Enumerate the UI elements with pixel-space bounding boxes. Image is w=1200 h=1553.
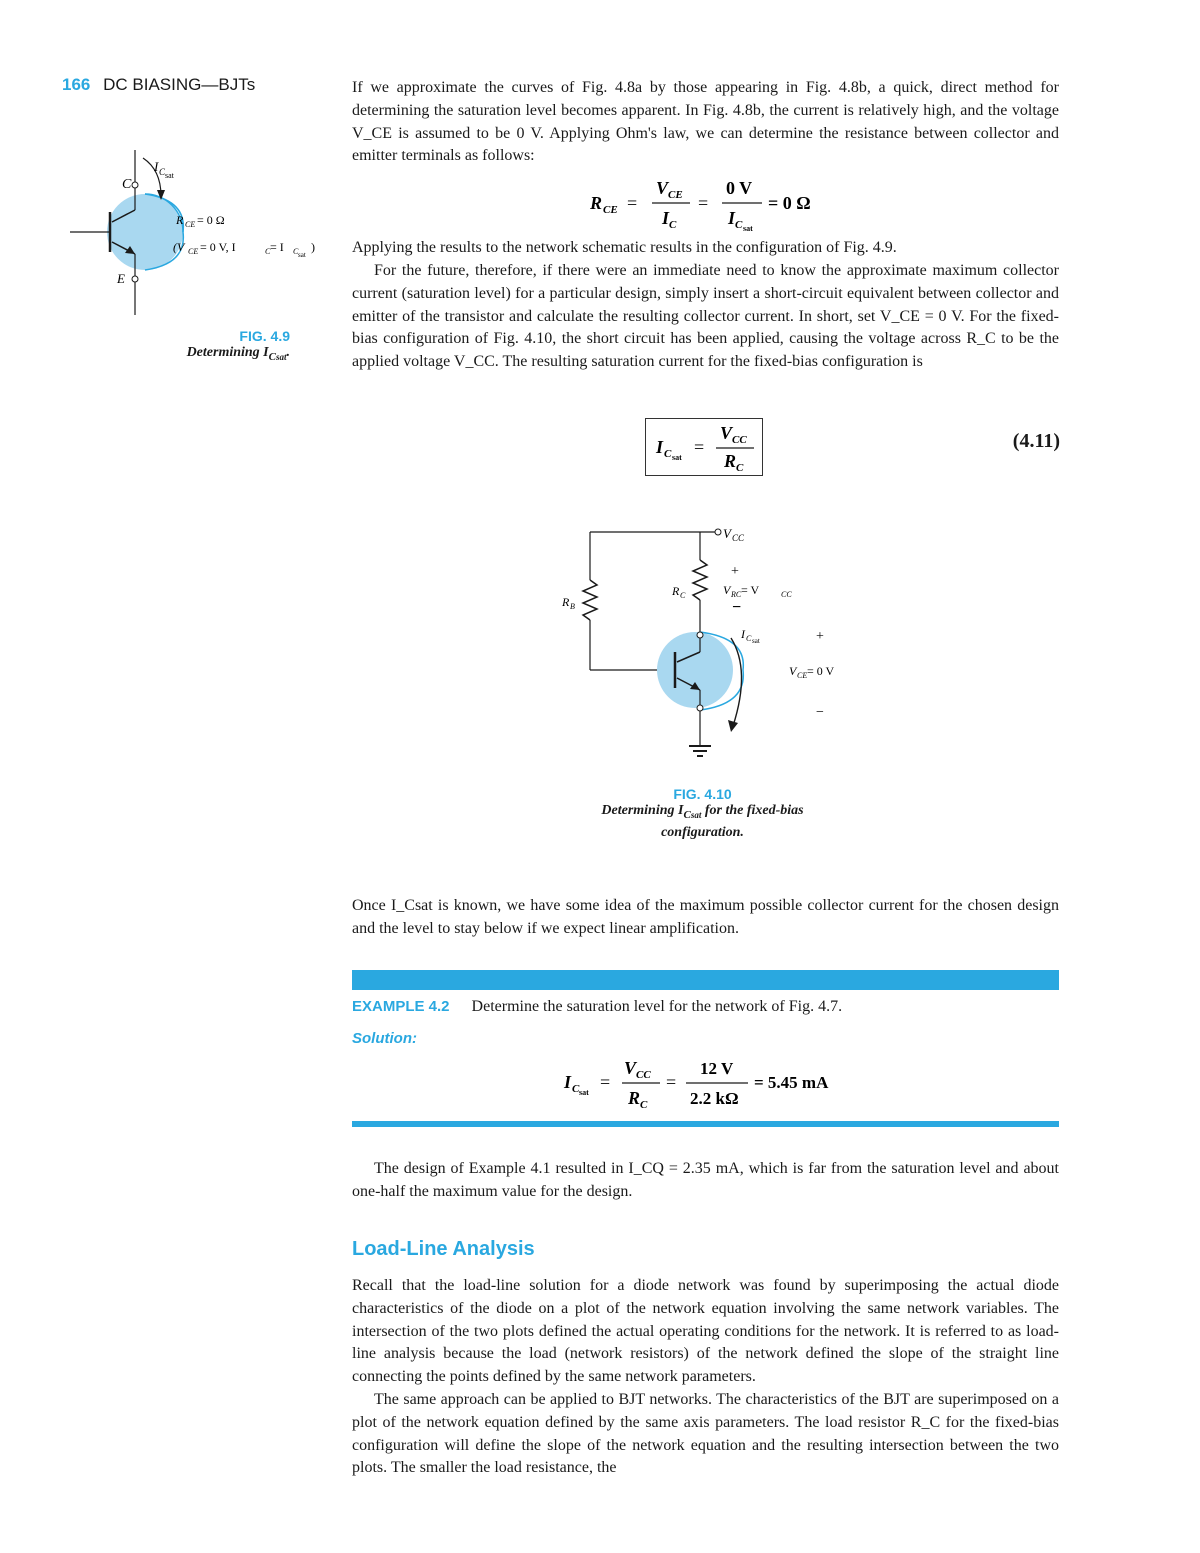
ex-lhs-sub: C (572, 1083, 580, 1095)
ex-lhs-subsub: sat (579, 1088, 589, 1097)
ex-den1: R (628, 1088, 641, 1108)
ex-eq-sign-2: = (666, 1072, 677, 1092)
cond-sub3: C (293, 247, 299, 256)
solution-label: Solution: (352, 1030, 417, 1047)
paragraph-saturation-method: If we approximate the curves of Fig. 4.8a by those appearing in Fig. 4.8b, a quick, direct method for determining the saturation level becomes apparent. In Fig. 4.8b, the current is relatively high, and the voltage V_CE is assumed to be 0 V. Applying Ohm's law, we can determine the resistance between collector and emitter terminals as follows: (352, 79, 1059, 165)
collector-label: C (122, 177, 132, 192)
cond-sub: CE (188, 247, 199, 256)
rce-label-sub: CE (185, 220, 196, 229)
running-header (62, 75, 255, 95)
cond-end: ) (311, 240, 315, 254)
example-top-bar (352, 970, 1059, 990)
rb-label: R (562, 595, 570, 609)
section-title-load-line: Load-Line Analysis (352, 1238, 535, 1260)
rce-num2: 0 V (726, 178, 753, 198)
equation-number-4-11: (4.11) (1012, 430, 1060, 452)
rce-den1: I (662, 208, 670, 228)
ex-lhs: I (564, 1072, 572, 1092)
fig-4-9-svg (55, 140, 355, 320)
rce-eq-sign-1: = (627, 193, 638, 213)
paragraph-example-4-1: The design of Example 4.1 resulted in I_CQ = 2.35 mA, which is far from the saturation level and about one-half the maximum value for the design. (352, 1160, 1059, 1200)
rce-value: = 0 Ω (197, 213, 225, 227)
vrc-label-sub: RC (731, 590, 742, 599)
eq411-lhs-sub: C (664, 448, 672, 460)
paragraph-network-schematic: Applying the results to the network schematic results in the configuration of Fig. 4.9. (352, 239, 897, 256)
rce-num1: V (656, 178, 669, 198)
eq411-num: V (720, 423, 733, 443)
rce-lhs-sub: CE (603, 204, 618, 216)
fig-4-10-diagram (555, 520, 865, 775)
vcc-terminal (715, 529, 721, 535)
rce-lhs: R (590, 193, 603, 213)
cond-mid: = 0 V, I (200, 240, 236, 254)
fig410-transistor-circle (657, 632, 733, 708)
rb-label-sub: B (570, 602, 575, 611)
fig-4-9-caption (120, 328, 290, 366)
cond-mid2: = I (270, 240, 284, 254)
eq411-den-sub: C (736, 462, 744, 474)
fig-4-10-svg (555, 520, 865, 770)
vce-value: = 0 V (807, 664, 835, 678)
running-title: DC BIASING—BJTs (103, 75, 256, 94)
rce-den2-subsub: sat (743, 224, 753, 233)
vrc-label: V (723, 583, 731, 597)
fig410-ic-sub: C (746, 634, 752, 643)
equation-rce (590, 170, 830, 239)
rc-label-sub: C (680, 591, 686, 600)
ex-rhs: = 5.45 mA (754, 1073, 829, 1092)
ex-num2: 12 V (700, 1059, 734, 1078)
ex-num1: V (624, 1058, 637, 1078)
rc-label: R (672, 584, 680, 598)
eq411-num-sub: CC (732, 434, 747, 446)
vce-plus: + (816, 629, 824, 644)
ic-sat-arrow-head (728, 720, 738, 732)
rce-num1-sub: CE (668, 189, 683, 201)
vce-label: V (789, 664, 797, 678)
fig-4-9-label: FIG. 4.9 (239, 328, 290, 344)
rce-rhs: = 0 Ω (768, 193, 811, 213)
ex-eq-sign-1: = (600, 1072, 611, 1092)
example-equation-svg (560, 1052, 860, 1116)
equation-4-11-svg (646, 419, 762, 475)
ic-label-subsub: sat (165, 171, 174, 180)
cond-start: (V (173, 240, 185, 254)
fig-4-10-desc: Determining $I_{Csat}$ for the fixed-bias configuration. (601, 803, 804, 840)
rce-den1-sub: C (669, 219, 677, 231)
vce-minus: − (816, 705, 824, 720)
ic-label: I (154, 159, 159, 174)
eq411-lhs: I (656, 437, 664, 457)
eq411-lhs-subsub: sat (672, 453, 682, 462)
fig410-emitter-terminal (697, 705, 703, 711)
rb-resistor (583, 580, 597, 620)
fig-4-10-caption (560, 786, 845, 842)
vrc-minus: − (732, 599, 742, 616)
rce-den2-sub: C (735, 219, 743, 231)
fig-4-10-label: FIG. 4.10 (673, 786, 732, 802)
cond-sub2: C (265, 247, 271, 256)
example-text: Determine the saturation level for the network of Fig. 4.7. (471, 998, 843, 1015)
vce-label-sub: CE (797, 671, 808, 680)
example-bottom-bar (352, 1121, 1059, 1127)
emitter-terminal (132, 276, 138, 282)
fig410-ic-label: I (741, 627, 745, 641)
eq411-den: R (724, 451, 737, 471)
emitter-label: E (117, 271, 125, 286)
ex-den2: 2.2 kΩ (690, 1089, 739, 1108)
cond-subsub3: sat (298, 251, 306, 259)
vcc-label-sub: CC (732, 533, 745, 543)
equation-rce-svg (590, 170, 830, 234)
example-label: EXAMPLE 4.2 (352, 998, 450, 1015)
paragraph-once-known: Once I_Csat is known, we have some idea of the maximum possible collector current for the chosen design and the level to stay below if we expect linear amplification. (352, 897, 1059, 937)
rce-den2: I (728, 208, 736, 228)
collector-terminal (132, 182, 138, 188)
rc-resistor (693, 560, 707, 600)
ex-den1-sub: C (640, 1099, 648, 1111)
vrc-mid: = V (741, 583, 760, 597)
fig410-collector-terminal (697, 632, 703, 638)
fig-4-9-desc: Determining $I_{Csat}$. (186, 345, 290, 363)
ic-label-sub: C (159, 167, 166, 177)
paragraph-short-circuit: For the future, therefore, if there were an immediate need to know the approximate maximum collector current (saturation level) for a particular design, simply insert a short-circuit equivalent between collector and emitter of the transistor and calculate the resulting collector current. In short, set V_CE = 0 V. For the fixed-bias configuration of Fig. 4.10, the short circuit has been applied, causing the voltage across R_C to be the applied voltage V_CC. The resulting saturation current for the fixed-bias configuration is (352, 262, 1059, 371)
page-number: 166 (62, 75, 91, 94)
example-heading (352, 998, 1059, 1016)
paragraph-bjt-approach: The same approach can be applied to BJT networks. The characteristics of the BJT are superimposed on a plot of the network equation defined by the same axis parameters. The load resistor R_C for the fixed-bias configuration will define the slope of the network equation and the resulting intersection between the two plots. The smaller the load resistance, the (352, 1391, 1059, 1477)
rce-eq-sign-2: = (698, 193, 709, 213)
ex-num1-sub: CC (636, 1069, 651, 1081)
vrc-plus: + (731, 564, 739, 579)
eq411-eq-sign: = (694, 437, 705, 457)
paragraph-load-line-recall: Recall that the load-line solution for a diode network was found by superimposing the actual diode characteristics of the diode on a plot of the network equation involving the same network variables. The intersection of the two plots defined the actual operating conditions for the network. It is referred to as load-line analysis because the load (network resistors) of the network defined the slope of the straight line connecting the points defined by the same network parameters. (352, 1277, 1059, 1386)
vcc-label: V (723, 526, 731, 541)
fig-4-9-diagram (55, 140, 355, 325)
vrc-sub2: CC (781, 590, 792, 599)
example-equation (560, 1052, 860, 1121)
equation-4-11-box (645, 418, 763, 476)
rce-label: R (176, 213, 184, 227)
fig410-ic-subsub: sat (752, 637, 760, 645)
